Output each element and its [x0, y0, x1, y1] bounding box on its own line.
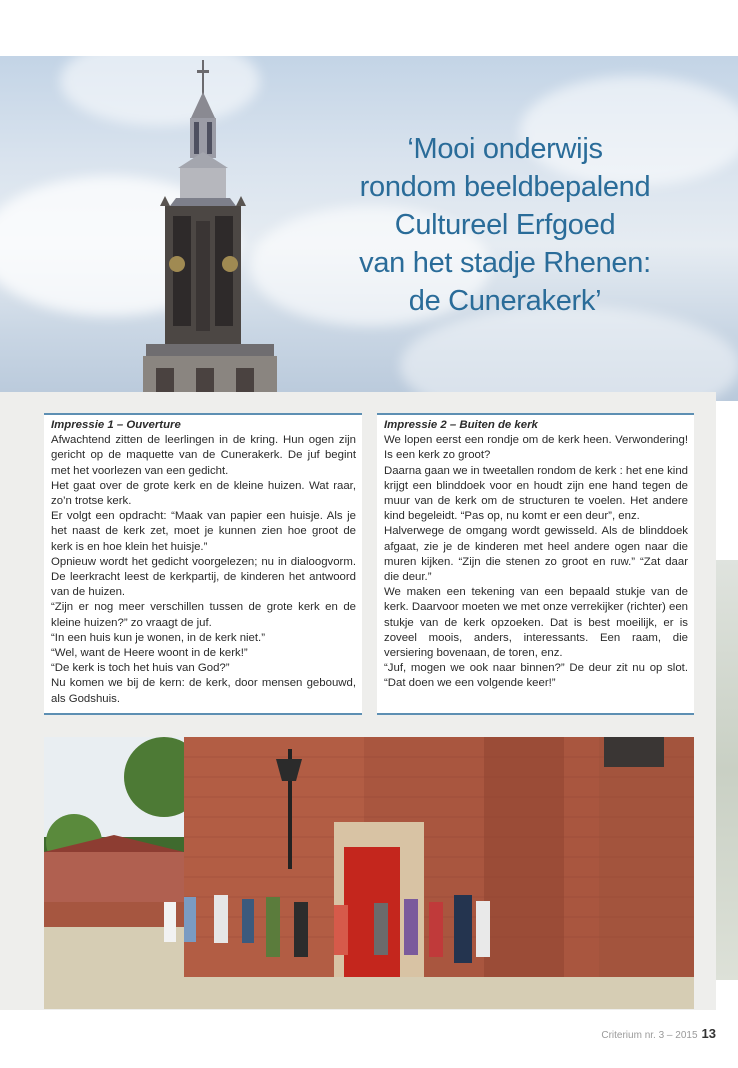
title-line: Cultureel Erfgoed [394, 209, 616, 241]
impressie-2-box [377, 413, 694, 715]
paragraph: “Juf, mogen we ook naar binnen?” De deur zit nu op slot. “Dat doen we een volgende keer!” [384, 662, 688, 690]
paragraph: We lopen eerst een rondje om de kerk heen. Verwondering! Is een kerk zo groot? [384, 434, 688, 462]
title-line: ‘Mooi onderwijs [407, 133, 603, 165]
page-number: 13 [701, 1026, 716, 1041]
paragraph: Opnieuw wordt het gedicht voorgelezen; nu in dialoogvorm. De leerkracht leest de kerkpartij, de kinderen het antwoord van de huizen. [51, 555, 356, 599]
paragraph: Er volgt een opdracht: “Maak van papier een huisje. Als je het naast de kerk zet, moet je kunnen zien hoe groot de kerk is en hoe klein het huisje.” [51, 510, 356, 553]
title-line: van het stadje Rhenen: [359, 247, 651, 279]
page-footer [601, 1026, 716, 1041]
church-wall-scene [44, 737, 694, 1009]
magazine-issue: Criterium nr. 3 – 2015 [601, 1030, 698, 1041]
impressie-2-heading: Impressie 2 – Buiten de kerk [384, 419, 538, 431]
impressie-1-heading: Impressie 1 – Ouverture [51, 419, 181, 431]
paper-edge-decoration [716, 560, 738, 980]
paragraph: “Wel, want de Heere woont in de kerk!” [51, 647, 248, 660]
photo-children-at-church [44, 737, 694, 1009]
title-line: rondom beeldbepalend [359, 171, 651, 203]
paragraph: Daarna gaan we in tweetallen rondom de kerk : het ene kind krijgt een blinddoek voor en houdt zijn ene hand tegen de muur van de kerk om de structuren te voelen. Het andere kind begeleidt. “Pas op, nu komt er een deur”, enz. [384, 464, 688, 523]
title-line: de Cunerakerk’ [408, 285, 602, 317]
paragraph: Het gaat over de grote kerk en de kleine huizen. Wat raar, zo’n trotse kerk. [51, 479, 356, 508]
paragraph: We maken een tekening van een bepaald stukje van de kerk. Daarvoor moeten we met onze verrekijker (richter) een stukje van de kerk opzoeken. Dat is best moeilijk, er is zoveel moois, anders, interessants. Een raam, die versiering bovenaan, de toren, enz. [384, 586, 688, 660]
paragraph: “De kerk is toch het huis van God?” [51, 662, 230, 675]
article-title [340, 130, 670, 320]
paragraph: “In een huis kun je wonen, in de kerk niet.” [51, 631, 266, 644]
paragraph: Halverwege de omgang wordt gewisseld. Als de blinddoek afgaat, zie je de kinderen met heel andere ogen naar die muren kijken. “Zijn die stenen zo groot en ruw.” “Zat daar die deur.” [384, 525, 688, 584]
hero-photo-church-tower [0, 56, 738, 401]
impressie-1-box [44, 413, 362, 715]
paragraph: Afwachtend zitten de leerlingen in de kring. Hun ogen zijn gericht op de maquette van de Cunerakerk. De juf begint met het voorlezen van een gedicht. [51, 434, 356, 477]
paragraph: “Zijn er nog meer verschillen tussen de grote kerk en de kleine huizen?” zo vraagt de juf. [51, 601, 356, 629]
paragraph: Nu komen we bij de kern: de kerk, door mensen gebouwd, als Godshuis. [51, 677, 356, 705]
